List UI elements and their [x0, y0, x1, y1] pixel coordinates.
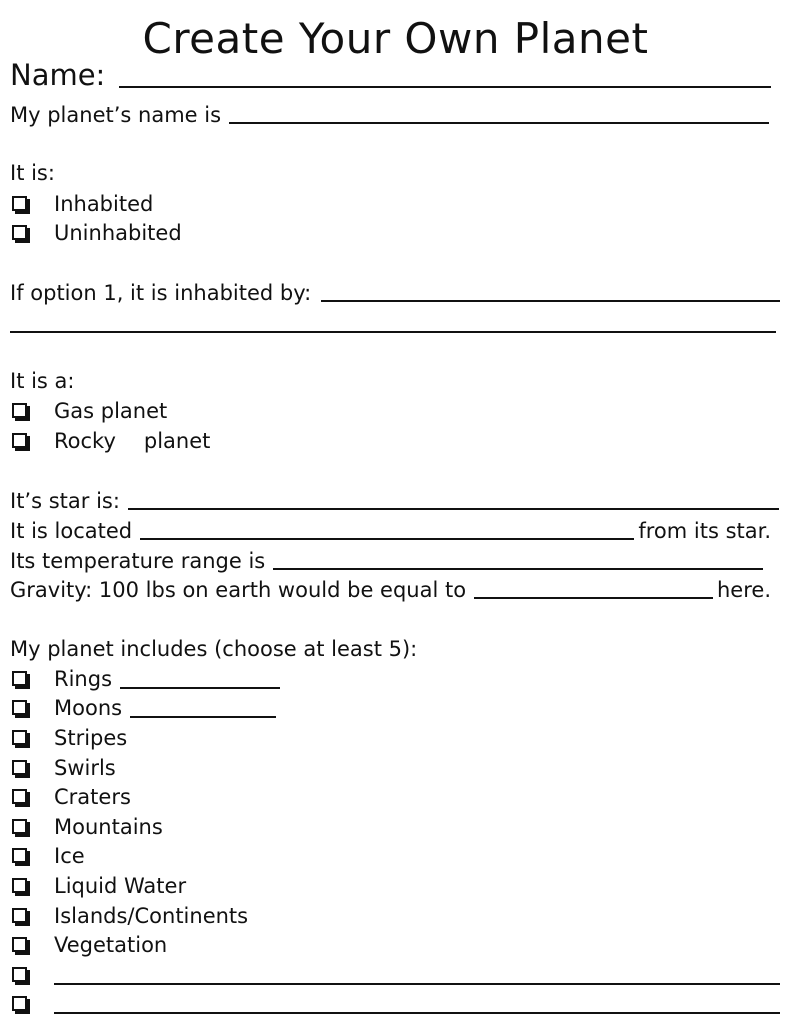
name-field[interactable] [119, 86, 771, 88]
checkbox-icon[interactable] [12, 789, 27, 804]
features-heading-row [10, 632, 781, 662]
feature-label-ice: Ice [54, 844, 85, 868]
checkbox-icon[interactable] [12, 967, 27, 982]
features-heading: My planet includes (choose at least 5): [10, 637, 418, 661]
custom-feature-field-2[interactable] [54, 1012, 780, 1014]
checkbox-icon[interactable] [12, 671, 27, 686]
checkbox-icon[interactable] [12, 403, 27, 418]
checkbox-icon[interactable] [12, 937, 27, 952]
star-field[interactable] [128, 508, 779, 510]
checkbox-icon[interactable] [12, 996, 27, 1011]
checkbox-row-stripes[interactable] [10, 724, 127, 752]
star-row [10, 484, 779, 514]
planet-name-label: My planet’s name is [10, 103, 222, 127]
checkbox-icon[interactable] [12, 730, 27, 745]
star-label: It’s star is: [10, 489, 120, 513]
feature-label-rings: Rings [54, 667, 113, 691]
checkbox-icon[interactable] [12, 433, 27, 448]
checkbox-row-vegetation[interactable] [10, 931, 167, 959]
feature-label-mountains: Mountains [54, 815, 163, 839]
custom-feature-field-1[interactable] [54, 983, 780, 985]
temperature-label: Its temperature range is [10, 549, 266, 573]
checkbox-row-swirls[interactable] [10, 754, 116, 782]
checkbox-icon[interactable] [12, 819, 27, 834]
planet-type-heading-row [10, 364, 781, 394]
feature-label-swirls: Swirls [54, 756, 116, 780]
checkbox-row-custom-2[interactable] [10, 990, 783, 1018]
option-label-gas-planet: Gas planet [54, 399, 168, 423]
checkbox-icon[interactable] [12, 196, 27, 211]
inhabited-by-field[interactable] [321, 300, 780, 302]
checkbox-row-uninhabited[interactable] [10, 219, 182, 247]
checkbox-row-moons[interactable] [10, 694, 276, 722]
gravity-suffix: here. [717, 578, 771, 602]
checkbox-row-gas-planet[interactable] [10, 397, 167, 425]
feature-label-vegetation: Vegetation [54, 933, 168, 957]
name-row [10, 54, 771, 92]
checkbox-icon[interactable] [12, 848, 27, 863]
temperature-row [10, 544, 763, 574]
gravity-row [10, 573, 771, 603]
temperature-field[interactable] [273, 568, 763, 570]
gravity-label: Gravity: 100 lbs on earth would be equal to [10, 578, 467, 602]
checkbox-icon[interactable] [12, 908, 27, 923]
feature-label-stripes: Stripes [54, 726, 128, 750]
option-label-inhabited: Inhabited [54, 192, 154, 216]
inhabited-heading: It is: [10, 161, 55, 185]
inhabited-by-second-line[interactable] [10, 331, 776, 333]
checkbox-row-craters[interactable] [10, 783, 131, 811]
checkbox-icon[interactable] [12, 878, 27, 893]
located-label: It is located [10, 519, 133, 543]
checkbox-row-mountains[interactable] [10, 813, 163, 841]
rings-field[interactable] [120, 687, 280, 689]
checkbox-row-rings[interactable] [10, 665, 280, 693]
checkbox-icon[interactable] [12, 700, 27, 715]
name-label: Name: [10, 58, 106, 92]
checkbox-row-rocky-planet[interactable] [10, 427, 210, 455]
located-field[interactable] [140, 538, 634, 540]
checkbox-row-custom-1[interactable] [10, 961, 783, 989]
gravity-field[interactable] [474, 597, 713, 599]
checkbox-row-liquid-water[interactable] [10, 872, 186, 900]
located-row [10, 514, 771, 544]
planet-name-field[interactable] [229, 122, 769, 124]
inhabited-by-label: If option 1, it is inhabited by: [10, 281, 312, 305]
checkbox-icon[interactable] [12, 225, 27, 240]
moons-field[interactable] [130, 716, 276, 718]
option-label-uninhabited: Uninhabited [54, 221, 182, 245]
inhabited-by-row [10, 276, 780, 306]
planet-type-heading: It is a: [10, 369, 75, 393]
option-label-planet: planet [143, 429, 211, 453]
planet-name-row [10, 98, 769, 128]
checkbox-row-islands-continents[interactable] [10, 902, 248, 930]
checkbox-row-inhabited[interactable] [10, 190, 153, 218]
worksheet-title: Create Your Own Planet [142, 14, 649, 63]
feature-label-moons: Moons [54, 696, 123, 720]
inhabited-heading-row [10, 156, 781, 186]
feature-label-islands-continents: Islands/Continents [54, 904, 249, 928]
option-label-rocky: Rocky [54, 429, 116, 453]
checkbox-row-ice[interactable] [10, 842, 85, 870]
checkbox-icon[interactable] [12, 760, 27, 775]
feature-label-craters: Craters [54, 785, 131, 809]
located-suffix: from its star. [638, 519, 771, 543]
feature-label-liquid-water: Liquid Water [54, 874, 187, 898]
